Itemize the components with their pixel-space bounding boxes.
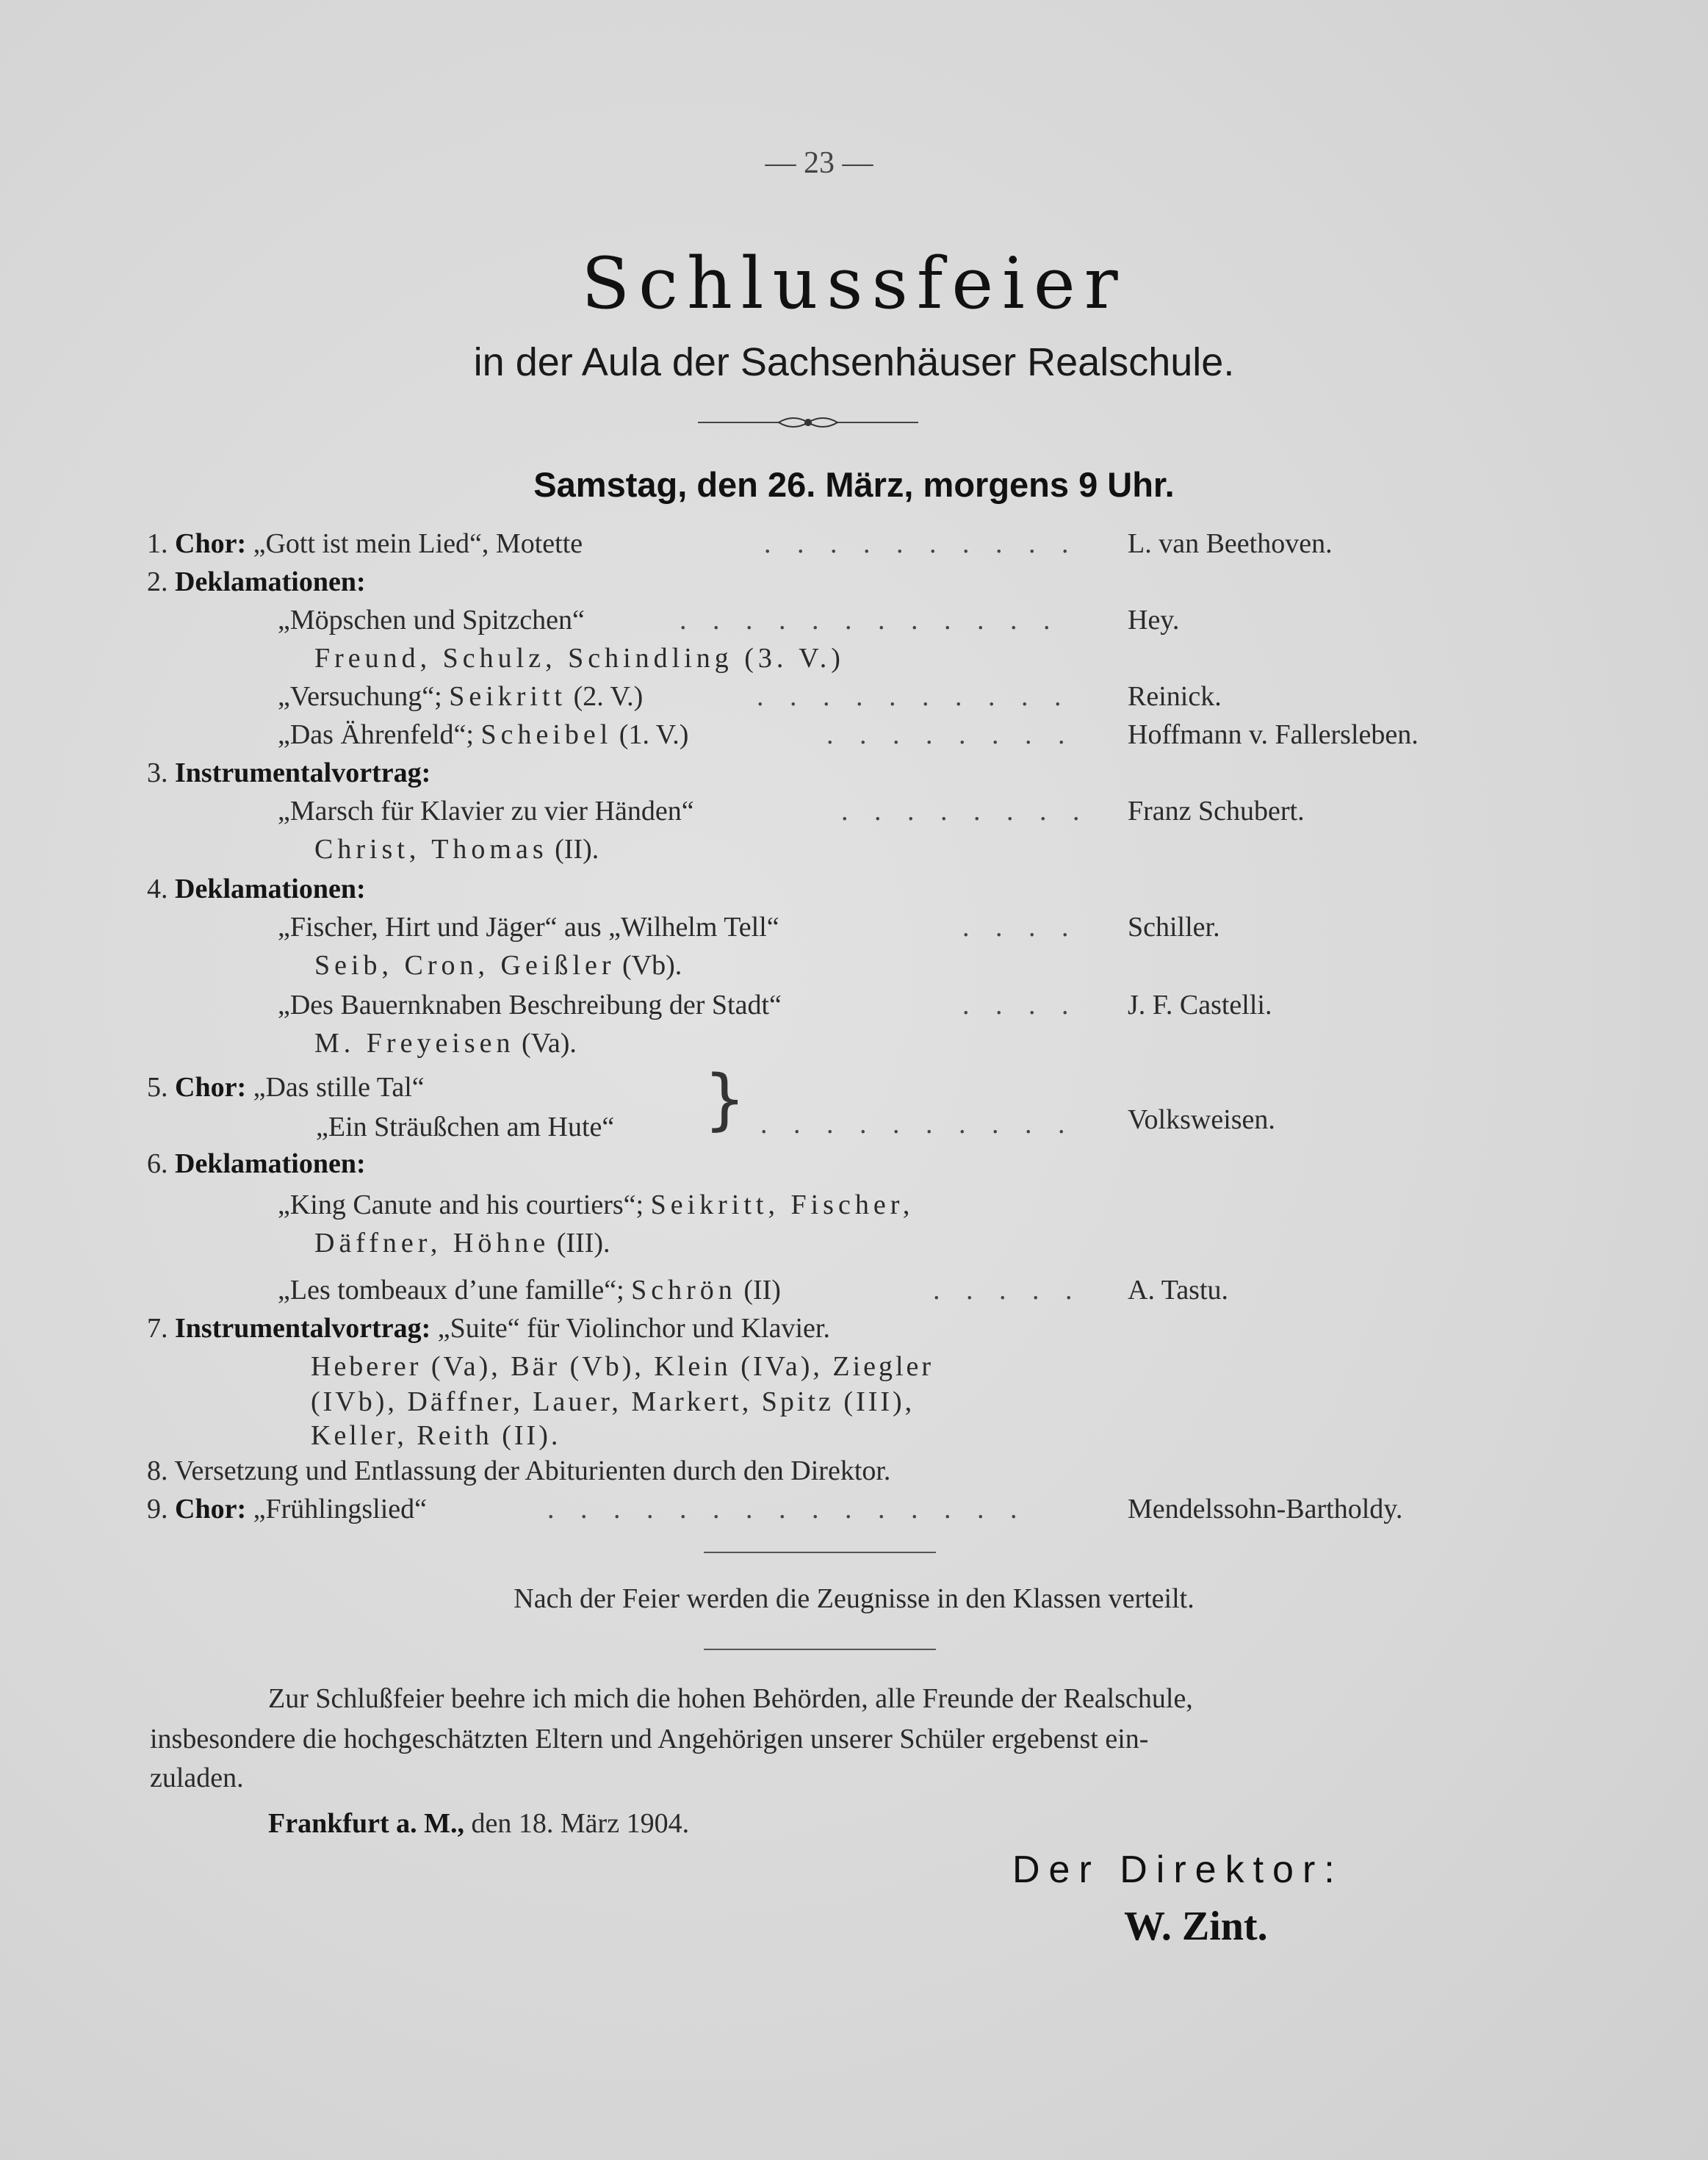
item-number: 1. [147, 528, 168, 559]
leader-dots: . . . . . . . . . . [764, 528, 1078, 559]
place: Frankfurt a. M., [268, 1808, 465, 1839]
divider-rule [704, 1649, 936, 1650]
event-date-line: Samstag, den 26. März, morgens 9 Uhr. [533, 465, 1175, 504]
item-author: Reinick. [1128, 681, 1222, 712]
item-number: 7. [147, 1313, 168, 1344]
item-author: A. Tastu. [1128, 1275, 1229, 1306]
item-performers: Seib, Cron, Geißler [314, 950, 616, 981]
item-title: „Das Ährenfeld“; [278, 719, 474, 750]
item-label: Deklamationen: [175, 1148, 366, 1179]
item-number: 5. [147, 1072, 168, 1103]
item-author: Hoffmann v. Fallersleben. [1128, 719, 1419, 750]
item-title-line [278, 1274, 781, 1306]
item-label: Deklamationen: [175, 874, 366, 904]
item-class: (III). [556, 1228, 610, 1259]
divider-rule [704, 1552, 936, 1553]
leader-dots: . . . . . . . . . . . . [680, 605, 1060, 636]
item-title: „Suite“ für Violinchor und Klavier. [437, 1313, 830, 1344]
item-performer: Schrön [631, 1275, 737, 1306]
leader-dots: . . . . . . . . . . [757, 681, 1071, 712]
date: den 18. März 1904. [471, 1808, 690, 1839]
item-label: Deklamationen: [175, 566, 366, 597]
brace-glyph: } [704, 1061, 746, 1138]
item-number: 8. [147, 1455, 168, 1486]
item-title: „Marsch für Klavier zu vier Händen“ [278, 796, 694, 827]
item-performers-line [314, 949, 682, 982]
item-label: Instrumentalvortrag: [175, 1313, 431, 1344]
program-item-4 [147, 873, 366, 905]
program-item-8 [147, 1455, 890, 1487]
item-performers: M. Freyeisen [314, 1028, 515, 1059]
item-performers: (IVb), Däffner, Lauer, Markert, Spitz (III), [311, 1386, 915, 1417]
item-class: (II) [743, 1275, 781, 1306]
item-song: „Ein Sträußchen am Hute“ [316, 1112, 615, 1142]
item-number: 6. [147, 1148, 168, 1179]
item-performer: Scheibel [480, 719, 613, 750]
item-class: (Vb). [622, 950, 682, 981]
leader-dots: . . . . . . . . [841, 796, 1089, 827]
invitation-line-2: insbesondere die hochgeschätzten Eltern und Angehörigen unserer Schüler ergebenst ein- [150, 1724, 1149, 1754]
program-item-9 [147, 1493, 427, 1525]
item-composer: Mendelssohn-Bartholdy. [1128, 1494, 1403, 1524]
item-class: (Va). [522, 1028, 577, 1059]
item-title: Versetzung und Entlassung der Abiturienten durch den Direktor. [174, 1455, 891, 1486]
item-number: 9. [147, 1494, 168, 1524]
item-title: „King Canute and his courtiers“; [278, 1189, 644, 1220]
item-performers-line [314, 833, 599, 865]
item-performers-line [314, 1027, 577, 1059]
item-composer: Franz Schubert. [1128, 796, 1305, 827]
item-performers: Seikritt, Fischer, [650, 1189, 915, 1220]
item-title: „Des Bauernknaben Beschreibung der Stadt“ [278, 990, 782, 1020]
item-title: „Fischer, Hirt und Jäger“ aus „Wilhelm Tell“ [278, 912, 779, 943]
item-title-line [278, 719, 688, 751]
item-performers: Christ, Thomas [314, 834, 548, 865]
item-title-line [278, 680, 643, 713]
item-number: 3. [147, 757, 168, 788]
signer-name: W. Zint. [1124, 1904, 1268, 1949]
item-song: „Das stille Tal“ [253, 1072, 425, 1103]
leader-dots: . . . . [962, 990, 1078, 1020]
item-title: „Les tombeaux d’une famille“; [278, 1275, 624, 1306]
leader-dots: . . . . . . . . . . . . . . . [547, 1494, 1027, 1524]
program-item-6 [147, 1148, 366, 1180]
item-title: „Versuchung“; [278, 681, 442, 712]
program-item-3 [147, 757, 430, 789]
item-number: 4. [147, 874, 168, 904]
leader-dots: . . . . . [933, 1275, 1082, 1306]
item-class: (II). [555, 834, 599, 865]
item-performers-line [314, 1227, 610, 1259]
place-date-line [268, 1807, 689, 1840]
program-item-2 [147, 566, 366, 598]
leader-dots: . . . . [962, 912, 1078, 943]
page-number: — 23 — [765, 146, 873, 180]
item-performers: Freund, Schulz, Schindling (3. V.) [314, 643, 845, 674]
item-author: J. F. Castelli. [1128, 990, 1272, 1020]
item-class: (1. V.) [619, 719, 689, 750]
item-label: Instrumentalvortrag: [175, 757, 431, 788]
signer-title: Der Direktor: [1012, 1848, 1344, 1891]
item-label: Chor: [175, 528, 247, 559]
item-performer: Seikritt [449, 681, 567, 712]
document-subtitle: in der Aula der Sachsenhäuser Realschule. [473, 340, 1235, 384]
item-number: 2. [147, 566, 168, 597]
program-item-5 [147, 1071, 425, 1104]
item-title-line [278, 1189, 914, 1221]
item-performers: Heberer (Va), Bär (Vb), Klein (IVa), Ziegler [311, 1351, 934, 1382]
program-item-1 [147, 528, 583, 560]
item-performers: Däffner, Höhne [314, 1228, 550, 1259]
leader-dots: . . . . . . . . . . [760, 1109, 1075, 1140]
item-label: Chor: [175, 1494, 247, 1524]
certificate-note: Nach der Feier werden die Zeugnisse in den Klassen verteilt. [514, 1583, 1194, 1614]
item-composer: Volksweisen. [1128, 1104, 1275, 1135]
item-composer: L. van Beethoven. [1128, 528, 1333, 559]
document-title: Schlussfeier [581, 242, 1127, 325]
item-title: „Gott ist mein Lied“, Motette [253, 528, 583, 559]
ornament-divider [698, 411, 918, 433]
item-class: (2. V.) [573, 681, 644, 712]
item-title: „Frühlingslied“ [253, 1494, 428, 1524]
invitation-line-1: Zur Schlußfeier beehre ich mich die hohen Behörden, alle Freunde der Realschule, [268, 1683, 1193, 1714]
item-author: Schiller. [1128, 912, 1220, 943]
program-item-7 [147, 1312, 830, 1344]
item-performers: Keller, Reith (II). [311, 1420, 561, 1451]
leader-dots: . . . . . . . . [826, 719, 1075, 750]
item-label: Chor: [175, 1072, 247, 1103]
invitation-line-3: zuladen. [150, 1763, 244, 1793]
item-title: „Möpschen und Spitzchen“ [278, 605, 585, 636]
item-author: Hey. [1128, 605, 1180, 636]
